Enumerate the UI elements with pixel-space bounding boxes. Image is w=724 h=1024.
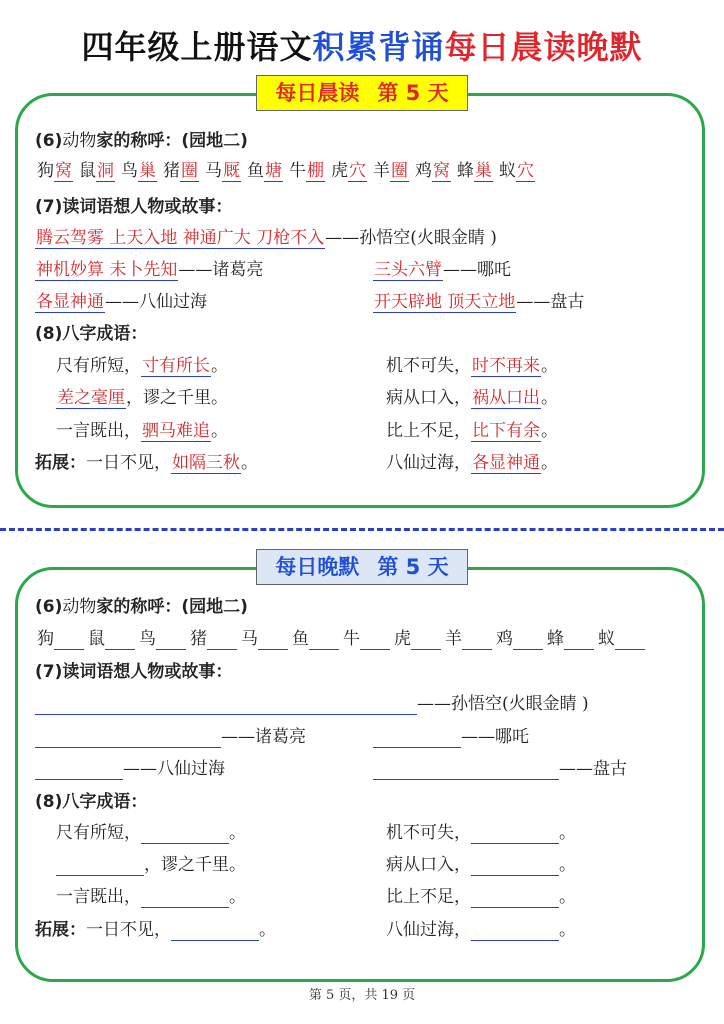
blank-line[interactable] bbox=[471, 922, 559, 941]
animal-name: 狗 bbox=[37, 161, 54, 181]
blank-line[interactable] bbox=[207, 631, 237, 650]
evening-idiom-5 bbox=[56, 886, 246, 908]
idiom-end: 。 bbox=[211, 421, 228, 441]
idiom-end: 。 bbox=[559, 887, 576, 907]
extension-label: 拓展： bbox=[35, 920, 86, 940]
idiom-end: 。 bbox=[211, 356, 228, 376]
blank-line[interactable] bbox=[564, 631, 594, 650]
animal-name: 牛 bbox=[343, 629, 360, 649]
blank-line[interactable] bbox=[615, 631, 645, 650]
morning-animal-list bbox=[37, 160, 535, 182]
morning-idiom-2 bbox=[386, 355, 558, 377]
animal-name: 鼠 bbox=[79, 161, 96, 181]
animal-name: 猪 bbox=[163, 161, 180, 181]
story-text: ——八仙过海 bbox=[123, 759, 225, 779]
morning-idiom-8 bbox=[386, 452, 558, 474]
animal-name: 羊 bbox=[373, 161, 390, 181]
morning-day: 第 5 天 bbox=[377, 81, 449, 105]
story-text: ——盘古 bbox=[559, 759, 627, 779]
morning-idiom-5 bbox=[56, 420, 228, 442]
idiom-pre: 机不可失， bbox=[386, 823, 471, 843]
morning-idiom-4 bbox=[386, 387, 558, 409]
blank-line[interactable] bbox=[373, 729, 461, 748]
animal-name: 鼠 bbox=[88, 629, 105, 649]
idiom-end: 。 bbox=[541, 453, 558, 473]
title-part1: 四年级上册语文 bbox=[81, 28, 313, 66]
extension-label: 拓展： bbox=[35, 453, 86, 473]
morning-s7-row1 bbox=[35, 227, 497, 249]
morning-s7-heading: (7)读词语想人物或故事： bbox=[35, 197, 233, 217]
animal-home-answer: 塘 bbox=[265, 161, 282, 181]
s6-bold: 家的称呼： bbox=[96, 131, 182, 151]
answer: 三头六臂 bbox=[374, 260, 442, 280]
evening-s7-heading: (7)读词语想人物或故事： bbox=[35, 662, 233, 682]
evening-s8-heading: (8)八字成语： bbox=[35, 792, 148, 812]
story-text: ——哪吒 bbox=[461, 727, 529, 747]
animal-home-answer: 穴 bbox=[349, 161, 366, 181]
idiom-end: 。 bbox=[241, 453, 258, 473]
story-text: ——诸葛亮 bbox=[178, 260, 264, 280]
evening-idiom-1 bbox=[56, 822, 246, 844]
idiom-pre: 一日不见， bbox=[86, 920, 171, 940]
animal-home-answer: 圈 bbox=[391, 161, 408, 181]
answer: 各显神通 bbox=[472, 453, 540, 473]
evening-idiom-2 bbox=[386, 822, 576, 844]
s6-bold: 家的称呼： bbox=[96, 597, 182, 617]
morning-label bbox=[256, 75, 468, 111]
answer: 神机妙算 未卜先知 bbox=[36, 260, 178, 280]
evening-idiom-6 bbox=[386, 886, 576, 908]
morning-idiom-6 bbox=[386, 420, 558, 442]
evening-s7-row2 bbox=[35, 726, 306, 748]
blank-line[interactable] bbox=[258, 631, 288, 650]
animal-name: 鸟 bbox=[139, 629, 156, 649]
animal-home-answer: 圈 bbox=[181, 161, 198, 181]
morning-idiom-3 bbox=[56, 387, 228, 409]
story-text: ——哪吒 bbox=[443, 260, 511, 280]
idiom-post: ，谬之千里。 bbox=[144, 855, 246, 875]
blank-line[interactable] bbox=[141, 825, 229, 844]
morning-idiom-7 bbox=[35, 452, 258, 474]
story-text: ——孙悟空(火眼金睛 ) bbox=[417, 694, 589, 714]
answer: 如隔三秋 bbox=[172, 453, 240, 473]
idiom-post: ，谬之千里。 bbox=[126, 388, 228, 408]
idiom-pre: 八仙过海， bbox=[386, 453, 471, 473]
evening-label bbox=[256, 549, 468, 585]
animal-name: 鱼 bbox=[247, 161, 264, 181]
evening-idiom-3 bbox=[56, 854, 246, 876]
animal-name: 马 bbox=[205, 161, 222, 181]
blank-line[interactable] bbox=[513, 631, 543, 650]
animal-home-answer: 窝 bbox=[433, 161, 450, 181]
blank-line[interactable] bbox=[471, 889, 559, 908]
evening-animal-list bbox=[37, 628, 645, 650]
animal-home-answer: 窝 bbox=[55, 161, 72, 181]
story-text: ——八仙过海 bbox=[105, 292, 207, 312]
idiom-pre: 一言既出， bbox=[56, 887, 141, 907]
morning-s7-row3 bbox=[35, 291, 207, 313]
animal-name: 虎 bbox=[394, 629, 411, 649]
blank-line[interactable] bbox=[54, 631, 84, 650]
section-divider bbox=[0, 528, 724, 531]
answer: 比下有余 bbox=[472, 421, 540, 441]
idiom-end: 。 bbox=[559, 855, 576, 875]
idiom-pre: 比上不足， bbox=[386, 887, 471, 907]
answer: 时不再来 bbox=[472, 356, 540, 376]
animal-name: 蚁 bbox=[499, 161, 516, 181]
evening-s6-heading bbox=[35, 596, 248, 618]
story-text: ——盘古 bbox=[516, 292, 585, 312]
idiom-end: 。 bbox=[229, 823, 246, 843]
blank-line[interactable] bbox=[373, 761, 559, 780]
morning-s7-row2b bbox=[373, 259, 511, 281]
morning-s7-row3b bbox=[373, 291, 584, 313]
s6-pre: 动物 bbox=[62, 131, 97, 151]
morning-s8-heading: (8)八字成语： bbox=[35, 324, 148, 344]
idiom-pre: 尺有所短， bbox=[56, 823, 141, 843]
blank-line[interactable] bbox=[35, 761, 123, 780]
animal-home-answer: 洞 bbox=[97, 161, 114, 181]
idiom-end: 。 bbox=[559, 823, 576, 843]
title-part3: 每日晨读晚默 bbox=[444, 28, 643, 66]
blank-line[interactable] bbox=[171, 922, 259, 941]
s6-src: (园地二) bbox=[181, 597, 248, 617]
blank-line[interactable] bbox=[462, 631, 492, 650]
animal-name: 羊 bbox=[445, 629, 462, 649]
idiom-pre: 病从口入， bbox=[386, 388, 471, 408]
blank-line[interactable] bbox=[411, 631, 441, 650]
evening-day: 第 5 天 bbox=[377, 555, 449, 579]
page-footer: 第 5 页，共 19 页 bbox=[308, 988, 416, 1003]
evening-s7-row1 bbox=[35, 693, 589, 715]
idiom-pre: 病从口入， bbox=[386, 855, 471, 875]
animal-name: 狗 bbox=[37, 629, 54, 649]
idiom-end: 。 bbox=[541, 421, 558, 441]
blank-line[interactable] bbox=[35, 696, 417, 715]
animal-home-answer: 棚 bbox=[307, 161, 324, 181]
blank-line[interactable] bbox=[156, 631, 186, 650]
evening-s7-row3 bbox=[35, 758, 225, 780]
idiom-end: 。 bbox=[559, 920, 576, 940]
idiom-pre: 八仙过海， bbox=[386, 920, 471, 940]
evening-idiom-4 bbox=[386, 854, 576, 876]
idiom-pre: 机不可失， bbox=[386, 356, 471, 376]
evening-s7-row2b bbox=[373, 726, 529, 748]
answer: 差之毫厘 bbox=[57, 388, 125, 408]
answer: 各显神通 bbox=[36, 292, 104, 312]
animal-name: 蜂 bbox=[547, 629, 564, 649]
blank-line[interactable] bbox=[309, 631, 339, 650]
idiom-pre: 尺有所短， bbox=[56, 356, 141, 376]
title-part2: 积累背诵 bbox=[312, 28, 445, 66]
evening-s7-row3b bbox=[373, 758, 627, 780]
s6-pre: 动物 bbox=[62, 597, 97, 617]
idiom-pre: 比上不足， bbox=[386, 421, 471, 441]
morning-idiom-1 bbox=[56, 355, 228, 377]
blank-line[interactable] bbox=[360, 631, 390, 650]
blank-line[interactable] bbox=[141, 889, 229, 908]
idiom-end: 。 bbox=[229, 887, 246, 907]
animal-name: 鸡 bbox=[415, 161, 432, 181]
blank-line[interactable] bbox=[471, 825, 559, 844]
s6-num: (6) bbox=[35, 597, 63, 617]
morning-label-text: 每日晨读 bbox=[275, 81, 360, 105]
animal-name: 鸡 bbox=[496, 629, 513, 649]
animal-home-answer: 巢 bbox=[139, 161, 156, 181]
idiom-end: 。 bbox=[541, 388, 558, 408]
blank-line[interactable] bbox=[56, 857, 144, 876]
answer: 开天辟地 顶天立地 bbox=[374, 292, 516, 312]
s6-num: (6) bbox=[35, 131, 63, 151]
idiom-end: 。 bbox=[541, 356, 558, 376]
answer: 寸有所长 bbox=[142, 356, 210, 376]
evening-idiom-7 bbox=[35, 919, 276, 941]
animal-name: 马 bbox=[241, 629, 258, 649]
blank-line[interactable] bbox=[35, 729, 221, 748]
story-text: ——诸葛亮 bbox=[221, 727, 306, 747]
page-title bbox=[0, 22, 724, 68]
animal-home-answer: 穴 bbox=[517, 161, 534, 181]
animal-name: 鸟 bbox=[121, 161, 138, 181]
s6-src: (园地二) bbox=[181, 131, 248, 151]
story-text: ——孙悟空(火眼金睛 ) bbox=[325, 228, 497, 248]
animal-name: 猪 bbox=[190, 629, 207, 649]
morning-s6-heading bbox=[35, 130, 248, 152]
animal-name: 牛 bbox=[289, 161, 306, 181]
animal-name: 蚁 bbox=[598, 629, 615, 649]
animal-name: 蜂 bbox=[457, 161, 474, 181]
animal-name: 鱼 bbox=[292, 629, 309, 649]
idiom-pre: 一言既出， bbox=[56, 421, 141, 441]
answer: 腾云驾雾 上天入地 神通广大 刀枪不入 bbox=[36, 228, 325, 248]
animal-name: 虎 bbox=[331, 161, 348, 181]
animal-home-answer: 厩 bbox=[223, 161, 240, 181]
blank-line[interactable] bbox=[105, 631, 135, 650]
answer: 祸从口出 bbox=[472, 388, 540, 408]
morning-s7-row2 bbox=[35, 259, 263, 281]
idiom-pre: 一日不见， bbox=[86, 453, 171, 473]
answer: 驷马难追 bbox=[142, 421, 210, 441]
idiom-end: 。 bbox=[259, 920, 276, 940]
evening-idiom-8 bbox=[386, 919, 576, 941]
evening-label-text: 每日晚默 bbox=[275, 555, 360, 579]
blank-line[interactable] bbox=[471, 857, 559, 876]
animal-home-answer: 巢 bbox=[475, 161, 492, 181]
